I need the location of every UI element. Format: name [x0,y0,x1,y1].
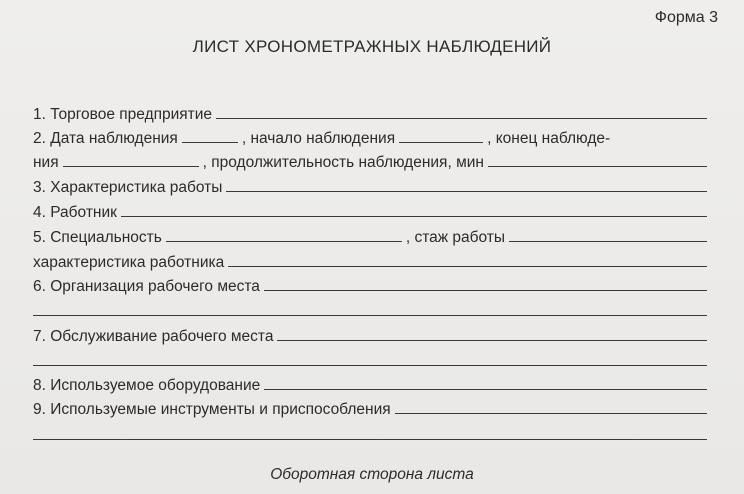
field-worker-characteristic [33,252,711,272]
form-number: Форма 3 [654,9,718,26]
field-label: , начало наблюдения [241,130,396,147]
blank-line [399,128,483,143]
blank-line [63,152,199,167]
blank-line [33,425,707,440]
blank-line [33,351,707,366]
field-label: 4. Работник [33,204,117,221]
blank-line [264,375,707,390]
field-tools [33,399,711,419]
field-label: , стаж работы [405,229,506,246]
field-observation-date [33,128,711,148]
blank-line [228,252,707,267]
field-workplace-service [33,326,711,346]
field-label: 3. Характеристика работы [33,179,223,196]
field-trade-enterprise [33,104,711,124]
field-label: 8. Используемое оборудование [33,377,261,394]
blank-line [226,177,707,192]
field-label: характеристика работника [33,254,225,271]
blank-line [216,104,707,119]
field-label: 9. Используемые инструменты и приспособления [33,401,391,418]
field-work-characteristic [33,177,711,197]
field-specialty [33,227,711,247]
field-label: ния [33,154,59,171]
field-equipment [33,375,711,395]
blank-line [395,399,707,414]
field-extra-line [33,301,711,316]
field-label: 7. Обслуживание рабочего места [33,328,274,345]
blank-line [277,326,707,341]
field-label: 6. Организация рабочего места [33,278,260,295]
blank-line [509,227,707,242]
field-extra-line [33,425,711,440]
blank-line [264,276,707,291]
field-label: , конец наблюде- [487,130,611,147]
field-label: , продолжительность наблюдения, мин [202,154,484,171]
field-observation-duration [33,152,711,172]
field-label: 2. Дата наблюдения [33,130,178,147]
blank-line [488,152,707,167]
field-label: 1. Торговое предприятие [33,106,213,123]
field-extra-line [33,351,711,366]
blank-line [121,202,707,217]
reverse-side-caption: Оборотная сторона листа [270,466,474,483]
field-worker [33,202,711,222]
document-title: ЛИСТ ХРОНОМЕТРАЖНЫХ НАБЛЮДЕНИЙ [192,37,552,56]
field-label: 5. Специальность [33,229,162,246]
field-workplace-organization [33,276,711,296]
blank-line [166,227,402,242]
blank-line [182,128,238,143]
blank-line [33,301,707,316]
